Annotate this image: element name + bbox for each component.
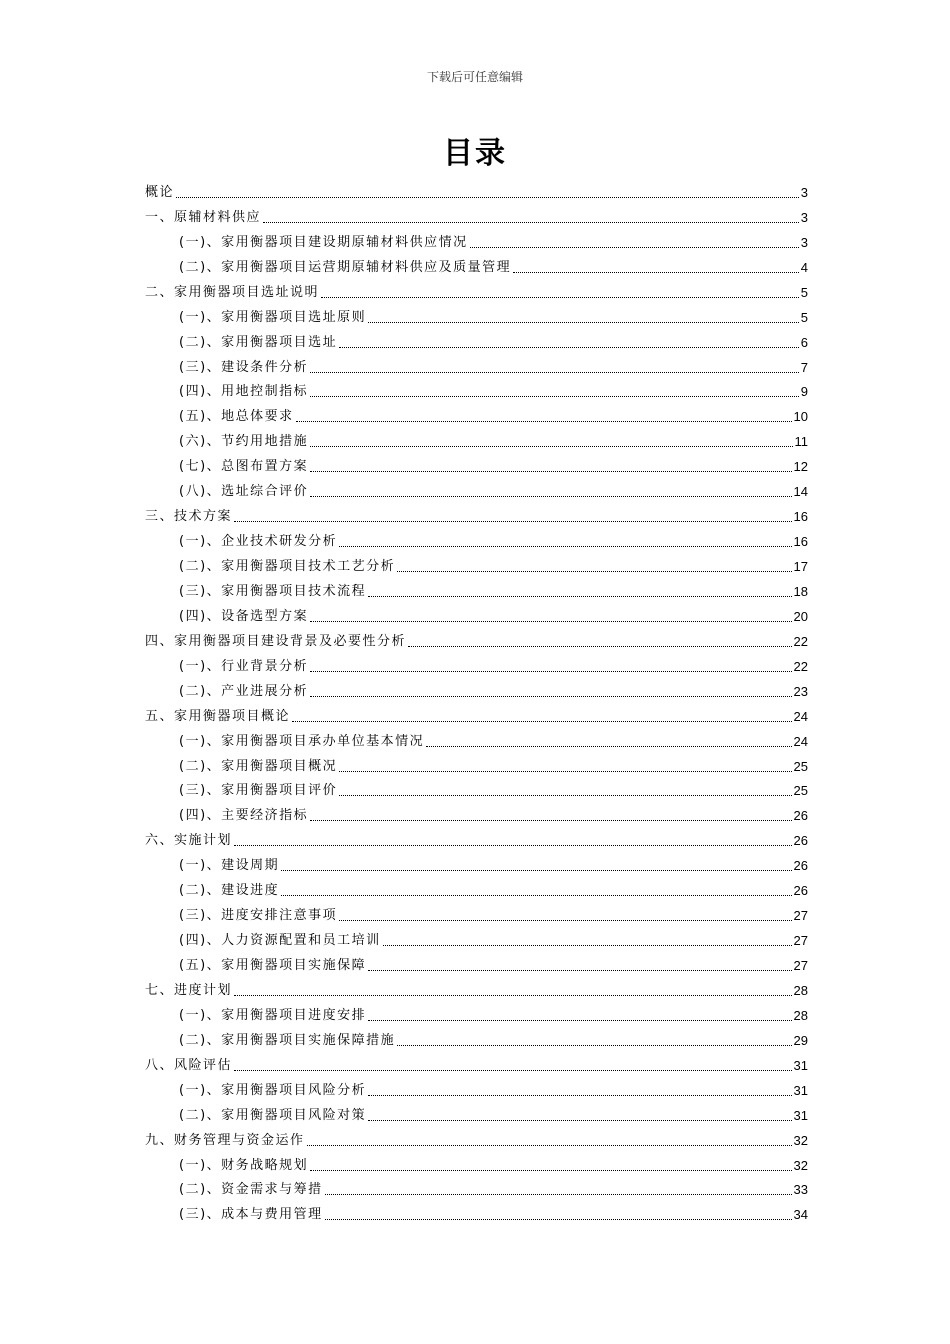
toc-page-number: 32: [793, 1157, 808, 1173]
toc-entry-text: (二)、产业进展分析: [179, 683, 309, 699]
toc-entry[interactable]: [145, 899, 808, 924]
toc-entry[interactable]: [145, 575, 808, 600]
toc-dot-leader: [339, 545, 791, 547]
toc-title: 目录: [443, 136, 507, 171]
toc-dot-leader: [310, 495, 791, 497]
toc-entry[interactable]: [145, 824, 808, 849]
toc-dot-leader: [310, 1169, 791, 1171]
toc-page-number: 24: [793, 733, 808, 749]
toc-page-number: 26: [793, 858, 808, 874]
toc-entry[interactable]: [145, 351, 808, 376]
toc-entry[interactable]: [145, 201, 808, 226]
toc-page-number: 22: [793, 633, 808, 649]
toc-entry-text: 九、财务管理与资金运作: [145, 1132, 305, 1148]
toc-entry-text: 六、实施计划: [145, 833, 233, 849]
toc-entry[interactable]: [145, 750, 808, 775]
toc-page-number: 5: [800, 309, 808, 325]
toc-dot-leader: [263, 221, 799, 223]
toc-page-number: 28: [793, 982, 808, 998]
toc-entry[interactable]: [145, 600, 808, 625]
toc-page-number: 22: [793, 658, 808, 674]
toc-page-number: 25: [793, 783, 808, 799]
toc-entry[interactable]: [145, 1174, 808, 1199]
toc-entry-text: 八、风险评估: [145, 1057, 233, 1073]
toc-page-number: 12: [793, 459, 808, 475]
toc-entry[interactable]: [145, 799, 808, 824]
toc-entry[interactable]: [145, 425, 808, 450]
toc-dot-leader: [325, 1193, 792, 1195]
toc-page-number: 3: [800, 209, 808, 225]
toc-entry-text: (二)、家用衡器项目运营期原辅材料供应及质量管理: [179, 259, 512, 275]
toc-page-number: 11: [794, 434, 808, 450]
toc-entry-text: (二)、家用衡器项目风险对策: [179, 1107, 367, 1123]
toc-entry[interactable]: [145, 775, 808, 800]
toc-dot-leader: [397, 1044, 791, 1046]
toc-entry-text: (二)、建设进度: [179, 883, 280, 899]
toc-page-number: 24: [793, 708, 808, 724]
toc-page-number: 31: [793, 1082, 808, 1098]
toc-dot-leader: [368, 969, 791, 971]
toc-entry-text: (一)、家用衡器项目建设期原辅材料供应情况: [179, 234, 468, 250]
toc-dot-leader: [234, 1069, 792, 1071]
toc-dot-leader: [426, 745, 791, 747]
toc-entry[interactable]: [145, 1099, 808, 1124]
toc-dot-leader: [368, 1119, 791, 1121]
toc-dot-leader: [383, 944, 792, 946]
toc-entry[interactable]: [145, 450, 808, 475]
toc-page-number: 29: [793, 1032, 808, 1048]
toc-page-number: 31: [793, 1107, 808, 1123]
toc-dot-leader: [368, 1019, 791, 1021]
toc-dot-leader: [296, 420, 792, 422]
toc-entry-text: (四)、主要经济指标: [179, 808, 309, 824]
toc-page-number: 25: [793, 758, 808, 774]
toc-entry[interactable]: [145, 874, 808, 899]
toc-entry-text: 五、家用衡器项目概论: [145, 708, 291, 724]
toc-dot-leader: [321, 296, 799, 298]
toc-page-number: 4: [800, 259, 808, 275]
toc-entry-text: (四)、设备选型方案: [179, 608, 309, 624]
toc-entry[interactable]: [145, 1149, 808, 1174]
toc-entry-text: (二)、资金需求与筹措: [179, 1182, 323, 1198]
toc-dot-leader: [310, 445, 792, 447]
toc-page-number: 14: [793, 484, 808, 500]
toc-entry-text: (五)、地总体要求: [179, 409, 294, 425]
toc-entry[interactable]: [145, 1024, 808, 1049]
toc-entry[interactable]: [145, 974, 808, 999]
toc-dot-leader: [339, 794, 791, 796]
toc-entry-text: (六)、节约用地措施: [179, 434, 309, 450]
toc-entry-text: 概论: [145, 184, 175, 200]
toc-page-number: 5: [800, 284, 808, 300]
toc-dot-leader: [234, 994, 792, 996]
toc-entry[interactable]: [145, 226, 808, 251]
toc-page-number: 20: [793, 608, 808, 624]
toc-entry[interactable]: [145, 326, 808, 351]
toc-entry[interactable]: [145, 276, 808, 301]
toc-entry-text: (二)、家用衡器项目实施保障措施: [179, 1032, 396, 1048]
toc-dot-leader: [339, 770, 791, 772]
toc-entry-text: 一、原辅材料供应: [145, 209, 262, 225]
toc-page-number: 26: [793, 883, 808, 899]
toc-entry-text: (一)、财务战略规划: [179, 1157, 309, 1173]
toc-entry[interactable]: [145, 176, 808, 201]
toc-entry[interactable]: [145, 525, 808, 550]
toc-dot-leader: [176, 196, 799, 198]
toc-dot-leader: [368, 595, 791, 597]
toc-dot-leader: [281, 869, 791, 871]
toc-entry[interactable]: [145, 849, 808, 874]
toc-dot-leader: [281, 894, 791, 896]
toc-entry-text: (一)、行业背景分析: [179, 658, 309, 674]
toc-entry[interactable]: [145, 301, 808, 326]
toc-entry-text: (一)、家用衡器项目承办单位基本情况: [179, 733, 425, 749]
toc-entry-text: (三)、成本与费用管理: [179, 1207, 323, 1223]
toc-entry[interactable]: [145, 675, 808, 700]
toc-entry-text: (八)、选址综合评价: [179, 484, 309, 500]
toc-page-number: 16: [793, 534, 808, 550]
toc-dot-leader: [310, 470, 791, 472]
toc-page-number: 27: [793, 908, 808, 924]
toc-entry[interactable]: [145, 725, 808, 750]
toc-entry-text: (一)、家用衡器项目风险分析: [179, 1082, 367, 1098]
toc-entry[interactable]: [145, 625, 808, 650]
toc-entry[interactable]: [145, 376, 808, 401]
toc-entry-text: (三)、家用衡器项目评价: [179, 783, 338, 799]
toc-entry[interactable]: [145, 251, 808, 276]
toc-dot-leader: [234, 844, 792, 846]
toc-entry-text: (三)、建设条件分析: [179, 359, 309, 375]
toc-entry-text: (三)、进度安排注意事项: [179, 908, 338, 924]
toc-page-number: 17: [793, 559, 808, 574]
toc-dot-leader: [310, 371, 799, 373]
toc-entry[interactable]: [145, 949, 808, 974]
toc-entry-text: 四、家用衡器项目建设背景及必要性分析: [145, 633, 407, 649]
toc-entry[interactable]: [145, 1049, 808, 1074]
toc-dot-leader: [325, 1218, 792, 1220]
toc-dot-leader: [307, 1144, 792, 1146]
toc-entry[interactable]: [145, 1124, 808, 1149]
toc-dot-leader: [368, 1094, 791, 1096]
toc-page-number: 33: [793, 1182, 808, 1198]
toc-entry[interactable]: [145, 700, 808, 725]
toc-entry-text: (一)、企业技术研发分析: [179, 534, 338, 550]
toc-dot-leader: [368, 321, 799, 323]
toc-dot-leader: [310, 670, 791, 672]
toc-page-number: 18: [793, 583, 808, 599]
toc-dot-leader: [470, 246, 799, 248]
toc-entry-text: (四)、用地控制指标: [179, 384, 309, 400]
toc-dot-leader: [513, 271, 799, 273]
toc-dot-leader: [339, 919, 791, 921]
toc-dot-leader: [408, 645, 792, 647]
toc-entry-text: (七)、总图布置方案: [179, 459, 309, 475]
toc-dot-leader: [310, 620, 791, 622]
toc-entry[interactable]: [145, 1074, 808, 1099]
toc-entry-text: (一)、家用衡器项目选址原则: [179, 309, 367, 325]
toc-entry-text: (一)、家用衡器项目进度安排: [179, 1007, 367, 1023]
toc-page-number: 3: [800, 184, 808, 200]
toc-entry-text: (二)、家用衡器项目选址: [179, 334, 338, 350]
toc-entry-text: (一)、建设周期: [179, 858, 280, 874]
toc-dot-leader: [310, 695, 791, 697]
toc-entry-text: (三)、家用衡器项目技术流程: [179, 583, 367, 599]
toc-entry[interactable]: [145, 475, 808, 500]
toc-page-number: 31: [793, 1057, 808, 1073]
toc-page-number: 23: [793, 683, 808, 699]
toc-entry[interactable]: [145, 500, 808, 525]
toc-page-number: 26: [793, 833, 808, 849]
toc-entry-text: (二)、家用衡器项目技术工艺分析: [179, 559, 396, 574]
toc-entry-text: (五)、家用衡器项目实施保障: [179, 958, 367, 973]
toc-dot-leader: [234, 520, 792, 522]
toc-page-number: 28: [793, 1007, 808, 1023]
toc-entry-text: 二、家用衡器项目选址说明: [145, 284, 320, 300]
toc-page-number: 9: [800, 384, 808, 400]
toc-dot-leader: [310, 395, 799, 397]
toc-entry-text: (四)、人力资源配置和员工培训: [179, 933, 381, 949]
toc-page-number: 7: [800, 359, 808, 375]
toc-dot-leader: [339, 346, 799, 348]
toc-entry[interactable]: [145, 1198, 808, 1223]
toc-page-number: 26: [793, 808, 808, 824]
toc-entry[interactable]: [145, 650, 808, 675]
table-of-contents: [145, 176, 808, 1223]
toc-entry-text: (二)、家用衡器项目概况: [179, 758, 338, 774]
toc-page-number: 27: [793, 958, 808, 973]
toc-entry[interactable]: [145, 924, 808, 949]
toc-entry[interactable]: [145, 999, 808, 1024]
toc-page-number: 27: [793, 933, 808, 949]
header-note: 下载后可任意编辑: [426, 70, 523, 84]
toc-entry-text: 七、进度计划: [145, 982, 233, 998]
toc-dot-leader: [292, 720, 792, 722]
toc-entry[interactable]: [145, 550, 808, 575]
toc-page-number: 3: [800, 234, 808, 250]
toc-page-number: 34: [793, 1207, 808, 1223]
toc-page-number: 10: [793, 409, 808, 425]
toc-entry[interactable]: [145, 400, 808, 425]
toc-page-number: 16: [793, 509, 808, 525]
toc-page-number: 32: [793, 1132, 808, 1148]
toc-entry-text: 三、技术方案: [145, 509, 233, 525]
toc-page-number: 6: [800, 334, 808, 350]
toc-dot-leader: [310, 819, 791, 821]
toc-dot-leader: [397, 570, 791, 572]
